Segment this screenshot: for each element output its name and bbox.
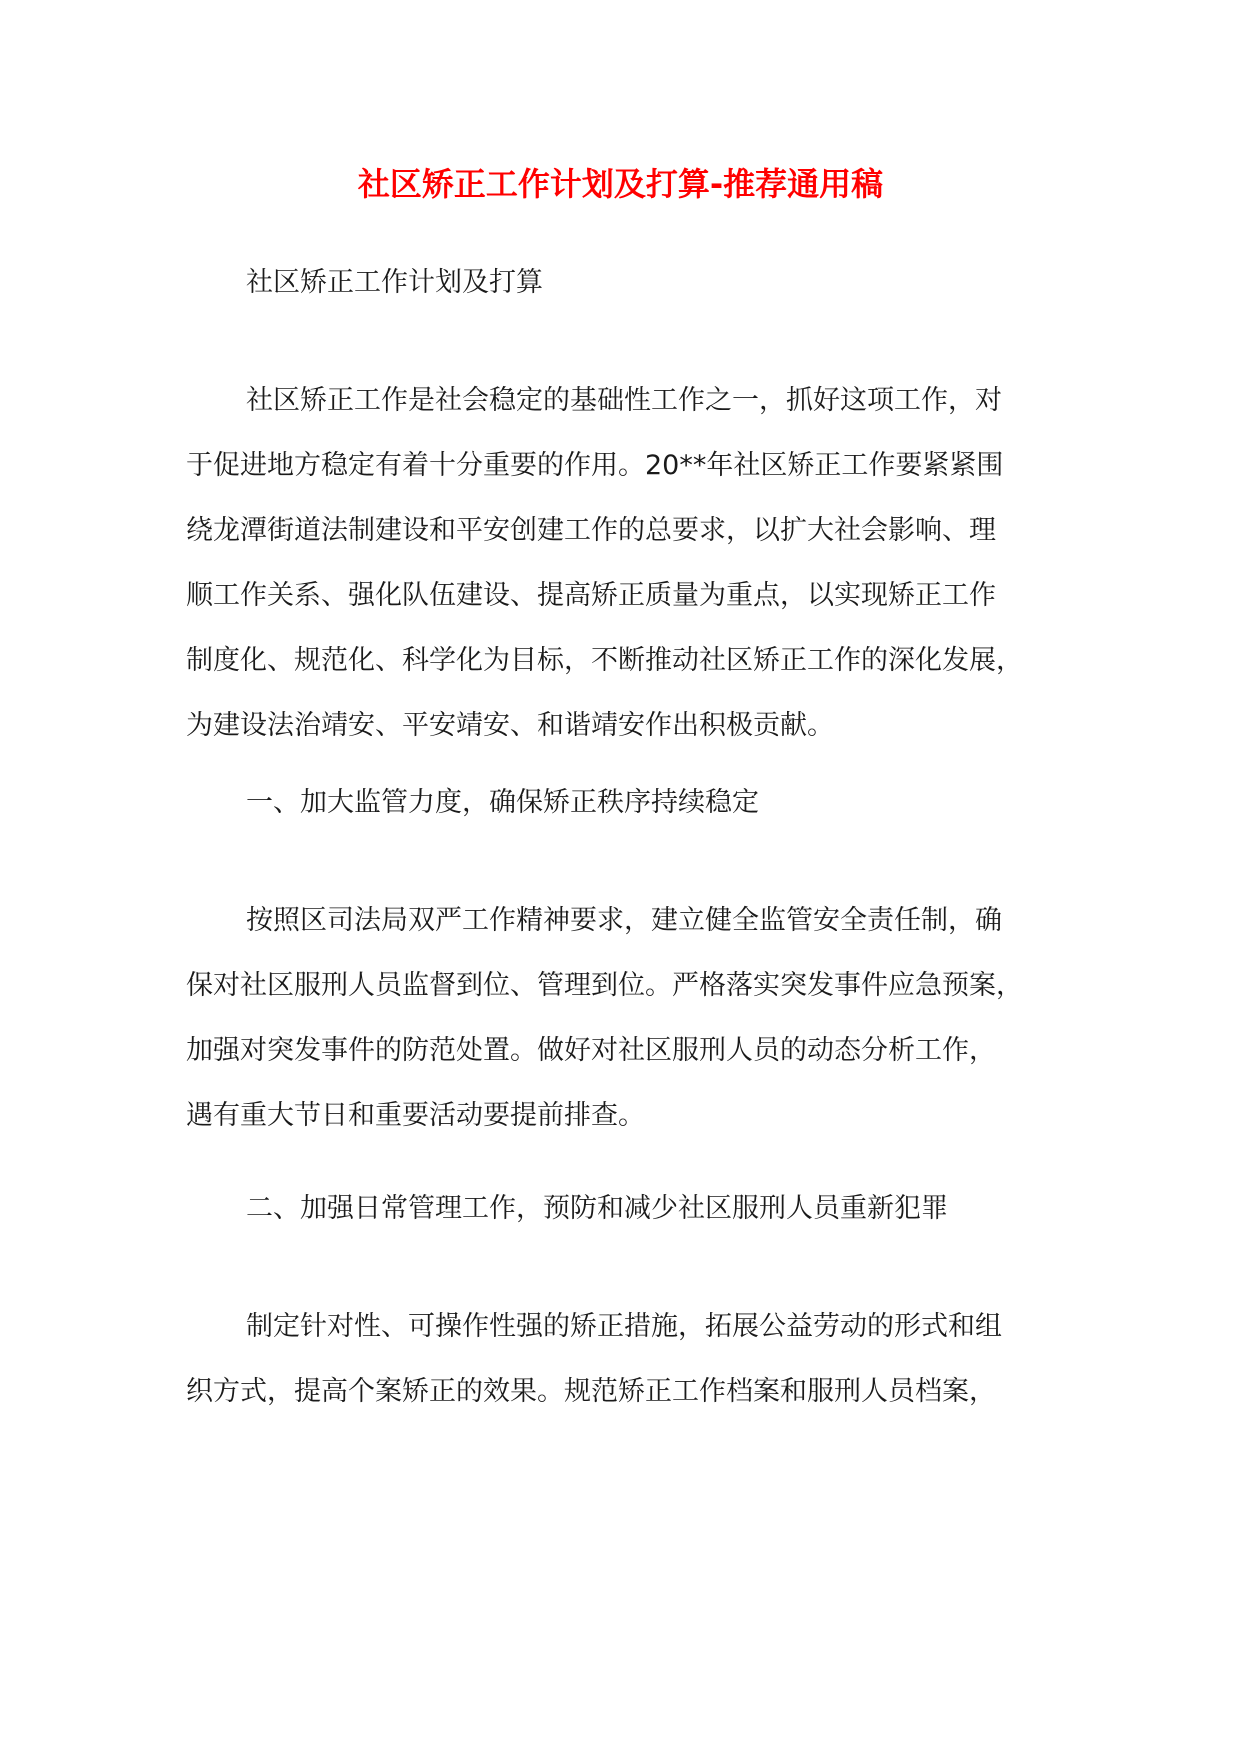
text-line: 一、加大监管力度，确保矫正秩序持续稳定 bbox=[246, 787, 759, 818]
text-line: 于促进地方稳定有着十分重要的作用。20**年社区矫正工作要紧紧围 bbox=[186, 450, 1004, 481]
paragraph-intro bbox=[186, 368, 1066, 758]
paragraph-section-2 bbox=[186, 1294, 1066, 1424]
section-heading-1 bbox=[186, 770, 1066, 835]
section-heading-2 bbox=[186, 1176, 1066, 1241]
text-line: 遇有重大节日和重要活动要提前排查。 bbox=[186, 1100, 645, 1131]
text-line: 织方式，提高个案矫正的效果。规范矫正工作档案和服刑人员档案， bbox=[186, 1376, 996, 1407]
document-title: 社区矫正工作计划及打算-推荐通用稿 bbox=[357, 165, 884, 203]
text-line: 制度化、规范化、科学化为目标，不断推动社区矫正工作的深化发展， bbox=[186, 645, 1023, 676]
text-line: 社区矫正工作计划及打算 bbox=[246, 267, 543, 298]
text-line: 保对社区服刑人员监督到位、管理到位。严格落实突发事件应急预案， bbox=[186, 970, 1023, 1001]
text-line: 按照区司法局双严工作精神要求，建立健全监管安全责任制，确 bbox=[246, 905, 1002, 936]
paragraph-section-1 bbox=[186, 888, 1066, 1148]
text-line: 绕龙潭街道法制建设和平安创建工作的总要求，以扩大社会影响、理 bbox=[186, 515, 996, 546]
text-line: 顺工作关系、强化队伍建设、提高矫正质量为重点，以实现矫正工作 bbox=[186, 580, 996, 611]
text-line: 加强对突发事件的防范处置。做好对社区服刑人员的动态分析工作， bbox=[186, 1035, 996, 1066]
text-line: 制定针对性、可操作性强的矫正措施，拓展公益劳动的形式和组 bbox=[246, 1311, 1002, 1342]
text-line: 社区矫正工作是社会稳定的基础性工作之一，抓好这项工作，对 bbox=[246, 385, 1002, 416]
text-line: 为建设法治靖安、平安靖安、和谐靖安作出积极贡献。 bbox=[186, 710, 834, 741]
paragraph-subtitle bbox=[186, 250, 1066, 315]
text-line: 二、加强日常管理工作，预防和减少社区服刑人员重新犯罪 bbox=[246, 1193, 948, 1224]
